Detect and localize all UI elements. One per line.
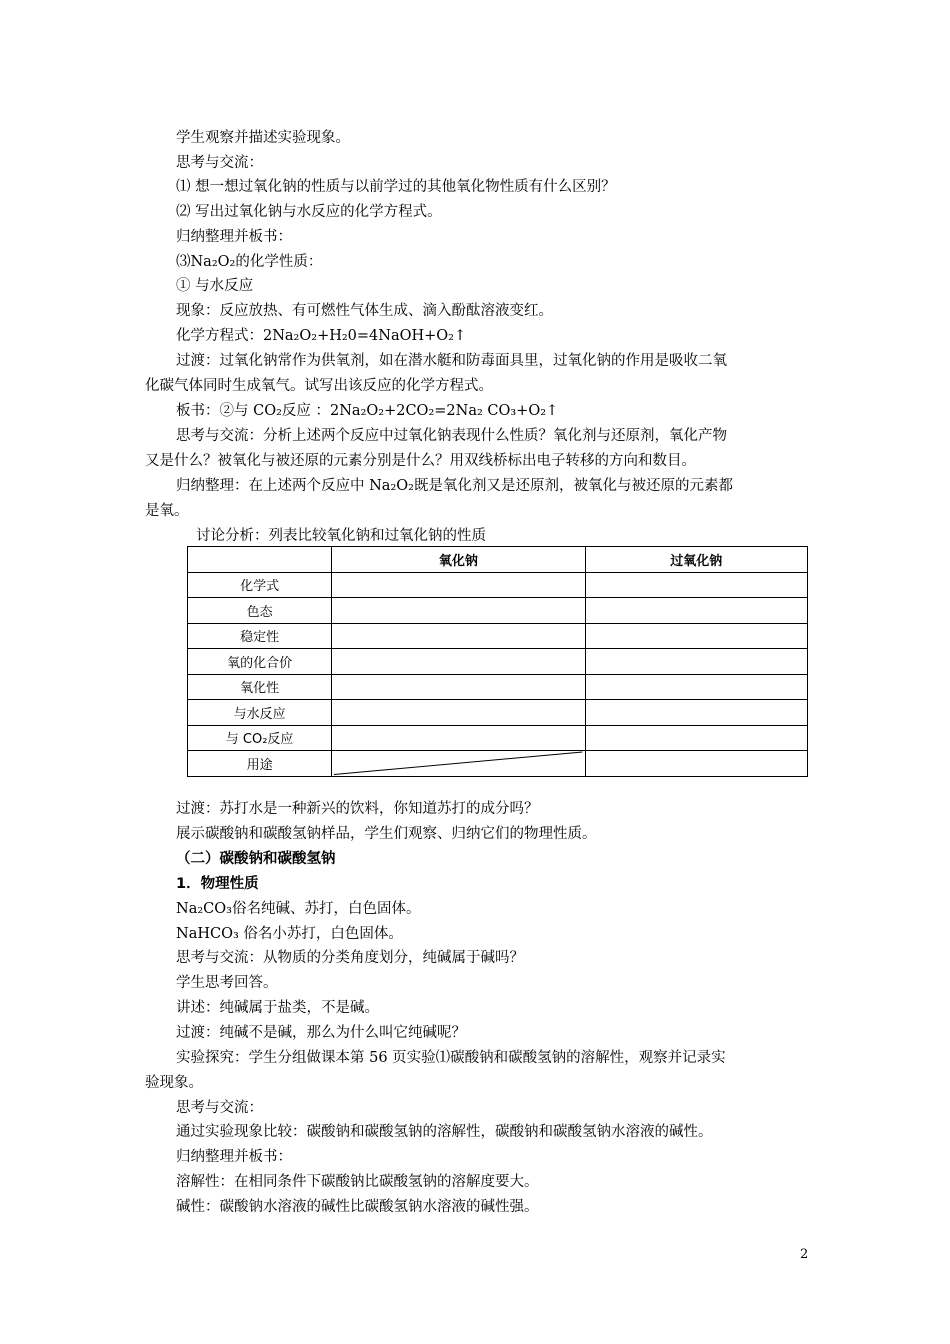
text-line: 展示碳酸钠和碳酸氢钠样品，学生们观察、归纳它们的物理性质。 <box>176 826 597 842</box>
table-cell <box>585 598 807 624</box>
table-cell <box>332 649 585 675</box>
header-cell: 过氧化钠 <box>585 547 807 573</box>
comparison-table <box>187 546 808 777</box>
table-row <box>188 725 808 751</box>
text-line: ⑴ 想一想过氧化钠的性质与以前学过的其他氧化物性质有什么区别？ <box>176 179 616 195</box>
text-line: 学生观察并描述实验现象。 <box>176 130 350 146</box>
table-caption: 讨论分析：列表比较氧化钠和过氧化钠的性质 <box>196 528 486 544</box>
table-row <box>188 674 808 700</box>
text-line: 归纳整理并板书： <box>176 1149 292 1165</box>
row-label: 色态 <box>188 598 332 624</box>
table-row <box>188 598 808 624</box>
table-row <box>188 572 808 598</box>
row-label: 与水反应 <box>188 700 332 726</box>
section-heading: （二）碳酸钠和碳酸氢钠 <box>176 851 336 867</box>
row-label: 与 CO₂反应 <box>188 725 332 751</box>
table-cell <box>585 674 807 700</box>
table-cell <box>585 572 807 598</box>
page-number: 2 <box>800 1247 809 1262</box>
table-row <box>188 623 808 649</box>
text-line: 碱性：碳酸钠水溶液的碱性比碳酸氢钠水溶液的碱性强。 <box>176 1199 539 1215</box>
text-line: NaHCO₃ 俗名小苏打，白色固体。 <box>176 926 403 942</box>
text-line: 又是什么？被氧化与被还原的元素分别是什么？用双线桥标出电子转移的方向和数目。 <box>145 453 696 469</box>
table-cell <box>585 623 807 649</box>
text-line: 通过实验现象比较：碳酸钠和碳酸氢钠的溶解性，碳酸钠和碳酸氢钠水溶液的碱性。 <box>176 1124 713 1140</box>
table-cell <box>585 751 807 777</box>
text-line: 思考与交流： <box>176 1100 263 1116</box>
header-cell: 氧化钠 <box>332 547 585 573</box>
table-cell <box>585 700 807 726</box>
row-label: 氧化性 <box>188 674 332 700</box>
table-cell <box>332 725 585 751</box>
text-line: Na₂CO₃俗名纯碱、苏打，白色固体。 <box>176 901 421 917</box>
table-header-row <box>188 547 808 573</box>
text-line: 化碳气体同时生成氧气。试写出该反应的化学方程式。 <box>145 378 493 394</box>
text-line: 板书：②与 CO₂反应 ：2Na₂O₂+2CO₂=2Na₂ CO₃+O₂↑ <box>176 403 559 419</box>
text-line: ① 与水反应 <box>176 278 254 294</box>
row-label: 氧的化合价 <box>188 649 332 675</box>
header-cell <box>188 547 332 573</box>
diagonal-line <box>332 751 584 776</box>
text-line: 归纳整理并板书： <box>176 229 292 245</box>
text-line: 溶解性：在相同条件下碳酸钠比碳酸氢钠的溶解度要大。 <box>176 1174 539 1190</box>
table-cell <box>585 725 807 751</box>
table-row <box>188 700 808 726</box>
text-line: 现象：反应放热、有可燃性气体生成、滴入酚酞溶液变红。 <box>176 303 553 319</box>
text-line: 过渡：苏打水是一种新兴的饮料，你知道苏打的成分吗？ <box>176 801 539 817</box>
text-line: 学生思考回答。 <box>176 975 278 991</box>
text-line: 讲述：纯碱属于盐类，不是碱。 <box>176 1000 379 1016</box>
table-row <box>188 751 808 777</box>
row-label: 稳定性 <box>188 623 332 649</box>
row-label: 化学式 <box>188 572 332 598</box>
table-cell <box>332 598 585 624</box>
table-cell <box>332 623 585 649</box>
text-line: 过渡：过氧化钠常作为供氧剂，如在潜水艇和防毒面具里，过氧化钠的作用是吸收二氧 <box>176 353 727 369</box>
text-line: ⑵ 写出过氧化钠与水反应的化学方程式。 <box>176 204 442 220</box>
text-line: 归纳整理：在上述两个反应中 Na₂O₂既是氧化剂又是还原剂，被氧化与被还原的元素都 <box>176 478 733 494</box>
table-cell <box>332 572 585 598</box>
text-line: 验现象。 <box>145 1075 203 1091</box>
text-line: 思考与交流：从物质的分类角度划分，纯碱属于碱吗？ <box>176 950 524 966</box>
text-line: 过渡：纯碱不是碱，那么为什么叫它纯碱呢？ <box>176 1025 466 1041</box>
text-line: 是氧。 <box>145 503 189 519</box>
table-cell <box>332 700 585 726</box>
text-line: 实验探究：学生分组做课本第 56 页实验⑴碳酸钠和碳酸氢钠的溶解性，观察并记录实 <box>176 1050 726 1066</box>
subsection-heading: 1．物理性质 <box>176 876 259 892</box>
table-row <box>188 649 808 675</box>
table-cell <box>585 649 807 675</box>
text-line: 化学方程式：2Na₂O₂+H₂0=4NaOH+O₂↑ <box>176 328 467 344</box>
text-line: 思考与交流：分析上述两个反应中过氧化钠表现什么性质？氧化剂与还原剂，氧化产物 <box>176 428 727 444</box>
row-label: 用途 <box>188 751 332 777</box>
table-cell <box>332 674 585 700</box>
text-line: ⑶Na₂O₂的化学性质： <box>176 254 323 270</box>
text-line: 思考与交流： <box>176 155 263 171</box>
table-cell <box>332 751 585 777</box>
